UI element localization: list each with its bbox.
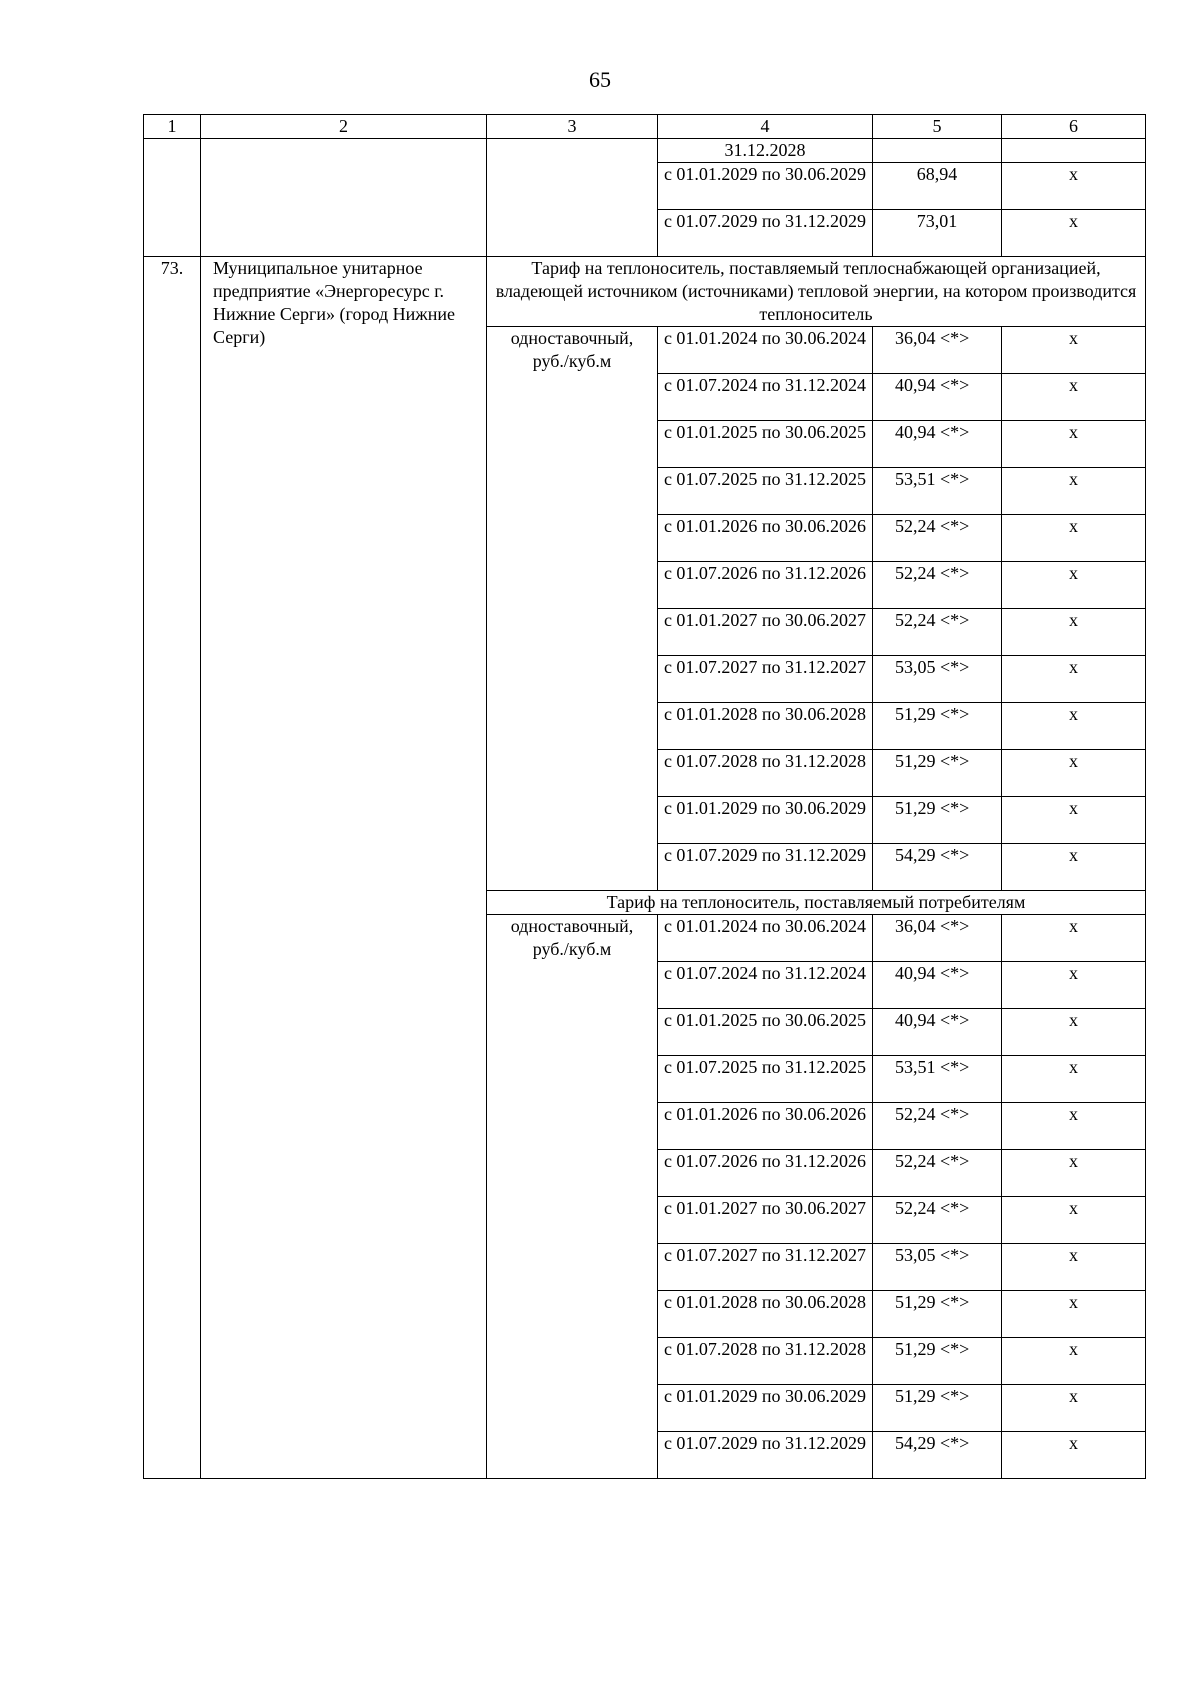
tariff-table-body — [144, 115, 1146, 1479]
period-cell: с 01.01.2025 по 30.06.2025 — [658, 1009, 873, 1056]
period-cell: с 01.01.2027 по 30.06.2027 — [658, 1197, 873, 1244]
value-cell: 53,05 <*> — [873, 1244, 1002, 1291]
table-row — [144, 139, 1146, 163]
period-cell: с 01.07.2026 по 31.12.2026 — [658, 562, 873, 609]
period-cell: с 01.07.2024 по 31.12.2024 — [658, 374, 873, 421]
column-header: 1 — [144, 115, 201, 139]
value-cell: 54,29 <*> — [873, 844, 1002, 891]
col6-cell: х — [1002, 1009, 1146, 1056]
value-cell: 40,94 <*> — [873, 374, 1002, 421]
col6-cell: х — [1002, 703, 1146, 750]
carry-over-organization-cell — [201, 139, 487, 257]
period-cell: с 01.07.2026 по 31.12.2026 — [658, 1150, 873, 1197]
col6-cell: х — [1002, 1197, 1146, 1244]
section-title: Тариф на теплоноситель, поставляемый теплоснабжающей организацией, владеющей источником (источниками) тепловой энергии, на котором производится теплоноситель — [487, 257, 1146, 327]
col6-cell: х — [1002, 1056, 1146, 1103]
col6-cell: х — [1002, 1385, 1146, 1432]
value-cell: 52,24 <*> — [873, 1103, 1002, 1150]
value-cell: 73,01 — [873, 210, 1002, 257]
period-cell: с 01.07.2028 по 31.12.2028 — [658, 1338, 873, 1385]
col6-cell: х — [1002, 1244, 1146, 1291]
col6-cell: х — [1002, 797, 1146, 844]
value-cell: 52,24 <*> — [873, 1150, 1002, 1197]
value-cell: 53,51 <*> — [873, 468, 1002, 515]
period-cell: с 01.01.2028 по 30.06.2028 — [658, 1291, 873, 1338]
period-cell: с 01.01.2025 по 30.06.2025 — [658, 421, 873, 468]
period-cell: 31.12.2028 — [658, 139, 873, 163]
col6-cell: х — [1002, 163, 1146, 210]
col6-cell: х — [1002, 374, 1146, 421]
period-cell: с 01.07.2027 по 31.12.2027 — [658, 1244, 873, 1291]
period-cell: с 01.07.2027 по 31.12.2027 — [658, 656, 873, 703]
period-cell: с 01.01.2029 по 30.06.2029 — [658, 1385, 873, 1432]
column-number-row — [144, 115, 1146, 139]
period-cell: с 01.01.2028 по 30.06.2028 — [658, 703, 873, 750]
unit-cell: одноставочный, руб./куб.м — [487, 915, 658, 1479]
value-cell: 51,29 <*> — [873, 1385, 1002, 1432]
carry-over-unit-cell — [487, 139, 658, 257]
organization-name: Муниципальное унитарное предприятие «Энергоресурс г. Нижние Серги» (город Нижние Серги) — [201, 257, 487, 1479]
col6-cell: х — [1002, 327, 1146, 374]
col6-cell: х — [1002, 562, 1146, 609]
col6-cell: х — [1002, 1103, 1146, 1150]
value-cell: 51,29 <*> — [873, 750, 1002, 797]
value-cell: 53,51 <*> — [873, 1056, 1002, 1103]
col6-cell: х — [1002, 962, 1146, 1009]
column-header: 5 — [873, 115, 1002, 139]
value-cell: 52,24 <*> — [873, 515, 1002, 562]
tariff-table — [143, 114, 1146, 1479]
col6-cell: х — [1002, 609, 1146, 656]
col6-cell: х — [1002, 421, 1146, 468]
column-header: 3 — [487, 115, 658, 139]
value-cell: 51,29 <*> — [873, 1291, 1002, 1338]
period-cell: с 01.07.2025 по 31.12.2025 — [658, 1056, 873, 1103]
col6-cell: х — [1002, 1338, 1146, 1385]
value-cell: 52,24 <*> — [873, 609, 1002, 656]
period-cell: с 01.07.2029 по 31.12.2029 — [658, 210, 873, 257]
period-cell: с 01.01.2027 по 30.06.2027 — [658, 609, 873, 656]
period-cell: с 01.07.2025 по 31.12.2025 — [658, 468, 873, 515]
period-cell: с 01.01.2029 по 30.06.2029 — [658, 797, 873, 844]
period-cell: с 01.07.2029 по 31.12.2029 — [658, 844, 873, 891]
value-cell: 54,29 <*> — [873, 1432, 1002, 1479]
period-cell: с 01.01.2024 по 30.06.2024 — [658, 327, 873, 374]
entry-number: 73. — [144, 257, 201, 1479]
period-cell: с 01.01.2026 по 30.06.2026 — [658, 515, 873, 562]
col6-cell: х — [1002, 515, 1146, 562]
value-cell: 53,05 <*> — [873, 656, 1002, 703]
col6-cell: х — [1002, 656, 1146, 703]
col6-cell: х — [1002, 750, 1146, 797]
value-cell: 51,29 <*> — [873, 1338, 1002, 1385]
period-cell: с 01.01.2024 по 30.06.2024 — [658, 915, 873, 962]
value-cell: 68,94 — [873, 163, 1002, 210]
value-cell: 40,94 <*> — [873, 1009, 1002, 1056]
value-cell: 36,04 <*> — [873, 915, 1002, 962]
period-cell: с 01.01.2026 по 30.06.2026 — [658, 1103, 873, 1150]
col6-cell: х — [1002, 1291, 1146, 1338]
period-cell: с 01.01.2029 по 30.06.2029 — [658, 163, 873, 210]
col6-cell: х — [1002, 468, 1146, 515]
unit-cell: одноставочный, руб./куб.м — [487, 327, 658, 891]
value-cell — [873, 139, 1002, 163]
section-title: Тариф на теплоноситель, поставляемый потребителям — [487, 891, 1146, 915]
column-header: 4 — [658, 115, 873, 139]
column-header: 6 — [1002, 115, 1146, 139]
value-cell: 51,29 <*> — [873, 703, 1002, 750]
col6-cell — [1002, 139, 1146, 163]
col6-cell: х — [1002, 915, 1146, 962]
period-cell: с 01.07.2024 по 31.12.2024 — [658, 962, 873, 1009]
value-cell: 51,29 <*> — [873, 797, 1002, 844]
section-title-row — [144, 257, 1146, 327]
value-cell: 40,94 <*> — [873, 962, 1002, 1009]
page-number: 65 — [589, 67, 611, 92]
value-cell: 52,24 <*> — [873, 562, 1002, 609]
col6-cell: х — [1002, 1150, 1146, 1197]
period-cell: с 01.07.2029 по 31.12.2029 — [658, 1432, 873, 1479]
col6-cell: х — [1002, 844, 1146, 891]
value-cell: 40,94 <*> — [873, 421, 1002, 468]
col6-cell: х — [1002, 210, 1146, 257]
period-cell: с 01.07.2028 по 31.12.2028 — [658, 750, 873, 797]
carry-over-number-cell — [144, 139, 201, 257]
value-cell: 36,04 <*> — [873, 327, 1002, 374]
col6-cell: х — [1002, 1432, 1146, 1479]
column-header: 2 — [201, 115, 487, 139]
value-cell: 52,24 <*> — [873, 1197, 1002, 1244]
